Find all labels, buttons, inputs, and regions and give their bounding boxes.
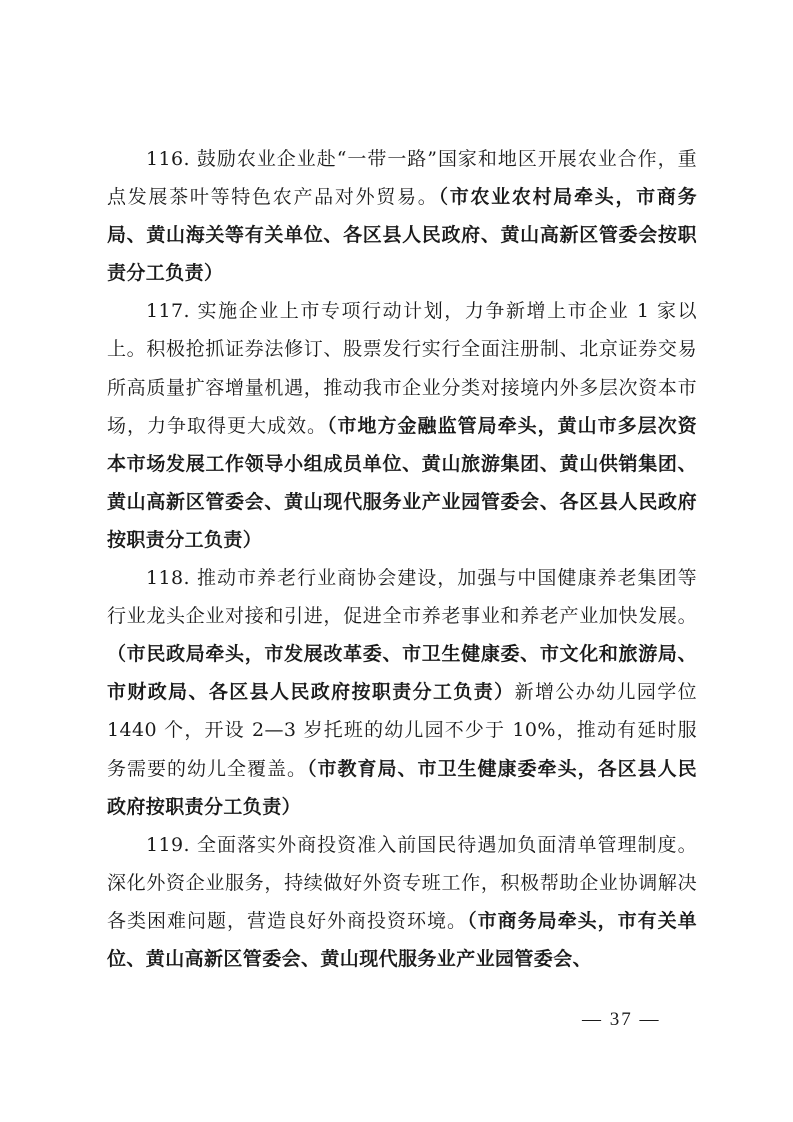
paragraph-119 (107, 826, 697, 978)
paragraph-118 (107, 559, 697, 826)
paragraph-116-text: 116. 鼓励农业企业赴“一带一路”国家和地区开展农业合作，重点发展茶叶等特色农产品对外贸易。 (107, 148, 697, 209)
paragraph-117-text: 117. 实施企业上市专项行动计划，力争新增上市企业 1 家以上。积极抢抓证券法修订、股票发行实行全面注册制、北京证券交易所高质量扩容增量机遇，推动我市企业分类对接境内外多层次资本市场，力争取得更大成效。 (107, 300, 697, 437)
paragraph-116 (107, 140, 697, 292)
paragraph-117-responsibility: （市地方金融监管局牵头，黄山市多层次资本市场发展工作领导小组成员单位、黄山旅游集团、黄山供销集团、黄山高新区管委会、黄山现代服务业产业园管委会、各区县人民政府按职责分工负责） (107, 414, 698, 551)
paragraph-119-text: 119. 全面落实外商投资准入前国民待遇加负面清单管理制度。深化外资企业服务，持续做好外资专班工作，积极帮助企业协调解决各类困难问题，营造良好外商投资环境。 (107, 833, 697, 932)
paragraph-118-kindergarten-text: 新增公办幼儿园学位 1440 个，开设 2—3 岁托班的幼儿园不少于 10%，推动有延时服务需要的幼儿全覆盖。 (107, 681, 697, 780)
page-number: — 37 — (582, 1009, 661, 1030)
paragraph-119-responsibility: （市商务局牵头，市有关单位、黄山高新区管委会、黄山现代服务业产业园管委会、 (107, 909, 697, 970)
paragraph-117 (107, 292, 697, 559)
paragraph-118-responsibility: （市民政局牵头，市发展改革委、市卫生健康委、市文化和旅游局、市财政局、各区县人民政府按职责分工负责） (107, 643, 697, 704)
paragraph-118-kindergarten-responsibility: （市教育局、市卫生健康委牵头，各区县人民政府按职责分工负责） (107, 757, 697, 818)
document-body (107, 140, 697, 978)
paragraph-118-text: 118. 推动市养老行业商协会建设，加强与中国健康养老集团等行业龙头企业对接和引进，促进全市养老事业和养老产业加快发展。 (107, 567, 697, 628)
paragraph-116-responsibility: （市农业农村局牵头，市商务局、黄山海关等有关单位、各区县人民政府、黄山高新区管委会按职责分工负责） (107, 186, 697, 285)
